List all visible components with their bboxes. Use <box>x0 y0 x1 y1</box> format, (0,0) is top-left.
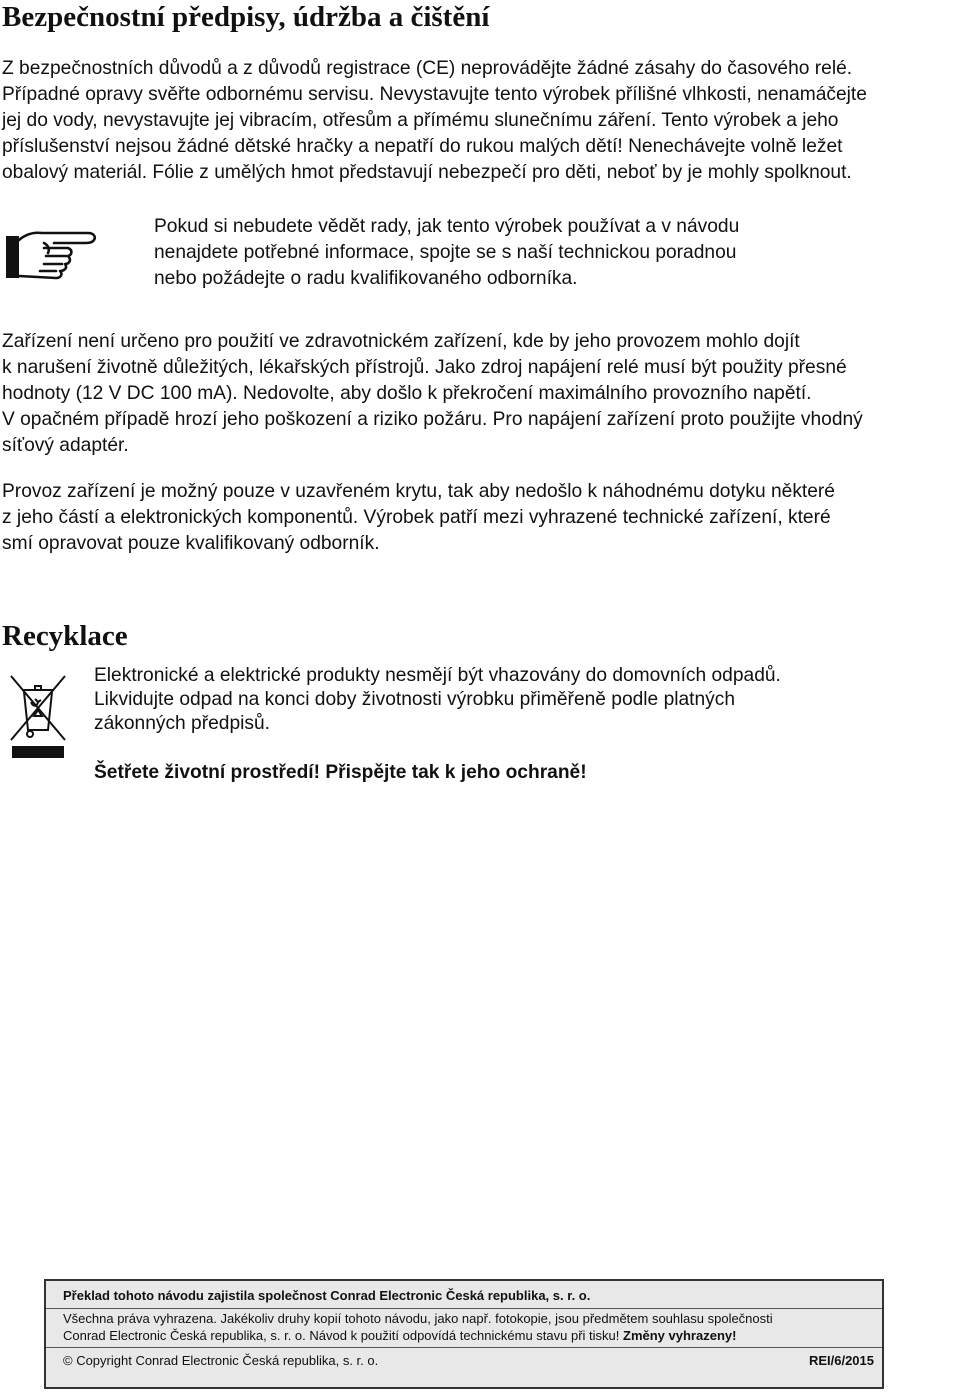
text-line: Zařízení není určeno pro použití ve zdravotnickém zařízení, kde by jeho provozem mohlo dojít <box>2 331 800 352</box>
footer-box <box>44 1279 884 1389</box>
footer-divider <box>46 1308 882 1309</box>
footer-rights-2-text: Conrad Electronic Česká republika, s. r. o. Návod k použití odpovídá technickému stavu při tisku! <box>63 1328 620 1343</box>
footer-divider <box>46 1347 882 1348</box>
text-line: Provoz zařízení je možný pouze v uzavřeném krytu, tak aby nedošlo k náhodnému dotyku některé <box>2 481 835 502</box>
text-line: Pokud si nebudete vědět rady, jak tento výrobek používat a v návodu <box>154 216 740 237</box>
text-line: smí opravovat pouze kvalifikovaný odborník. <box>2 533 380 554</box>
text-line: nebo požádejte o radu kvalifikovaného odborníka. <box>154 268 578 289</box>
text-line: síťový adaptér. <box>2 435 129 456</box>
recycling-slogan: Šetřete životní prostředí! Přispějte tak k jeho ochraně! <box>94 762 587 783</box>
footer-copyright: © Copyright Conrad Electronic Česká republika, s. r. o. <box>63 1353 379 1368</box>
text-line: V opačném případě hrozí jeho poškození a riziko požáru. Pro napájení zařízení proto použijte vhodný <box>2 409 863 430</box>
footer-rights-2 <box>63 1327 736 1344</box>
text-line: zákonných předpisů. <box>94 713 270 734</box>
footer-rights-1: Všechna práva vyhrazena. Jakékoliv druhy kopií tohoto návodu, jako např. fotokopie, jsou předmětem souhlasu společnosti <box>63 1311 773 1326</box>
text-line: Z bezpečnostních důvodů a z důvodů registrace (CE) neprovádějte žádné zásahy do časového relé. <box>2 58 853 79</box>
text-line: obalový materiál. Fólie z umělých hmot představují nebezpečí pro děti, neboť by je mohly spolknout. <box>2 162 852 183</box>
footer-changes-reserved: Změny vyhrazeny! <box>623 1328 737 1343</box>
crossed-out-wheelie-bin-icon <box>8 672 68 764</box>
text-line: jej do vody, nevystavujte jej vibracím, otřesům a přímému slunečnímu záření. Tento výrobek a jeho <box>2 110 839 131</box>
footer-translation: Překlad tohoto návodu zajistila společnost Conrad Electronic Česká republika, s. r. o. <box>63 1288 591 1303</box>
text-line: z jeho částí a elektronických komponentů. Výrobek patří mezi vyhrazené technické zařízení, které <box>2 507 831 528</box>
text-line: hodnoty (12 V DC 100 mA). Nedovolte, aby došlo k překročení maximálního provozního napětí. <box>2 383 812 404</box>
text-line: Elektronické a elektrické produkty nesmějí být vhazovány do domovních odpadů. <box>94 665 781 686</box>
recycling-title: Recyklace <box>2 620 128 652</box>
footer-document-code: REI/6/2015 <box>808 1353 874 1368</box>
safety-title: Bezpečnostní předpisy, údržba a čištění <box>2 1 490 33</box>
text-line: nenajdete potřebné informace, spojte se s naší technickou poradnou <box>154 242 737 263</box>
text-line: Likvidujte odpad na konci doby životnosti výrobku přiměřeně podle platných <box>94 689 736 710</box>
text-line: k narušení životně důležitých, lékařských přístrojů. Jako zdroj napájení relé musí být použity přesné <box>2 357 847 378</box>
text-line: příslušenství nejsou žádné dětské hračky a nepatří do rukou malých dětí! Nenechávejte volně ležet <box>2 136 843 157</box>
pointing-hand-icon <box>4 222 98 284</box>
text-line: Případné opravy svěřte odbornému servisu. Nevystavujte tento výrobek přílišné vlhkosti, nenamáčejte <box>2 84 867 105</box>
